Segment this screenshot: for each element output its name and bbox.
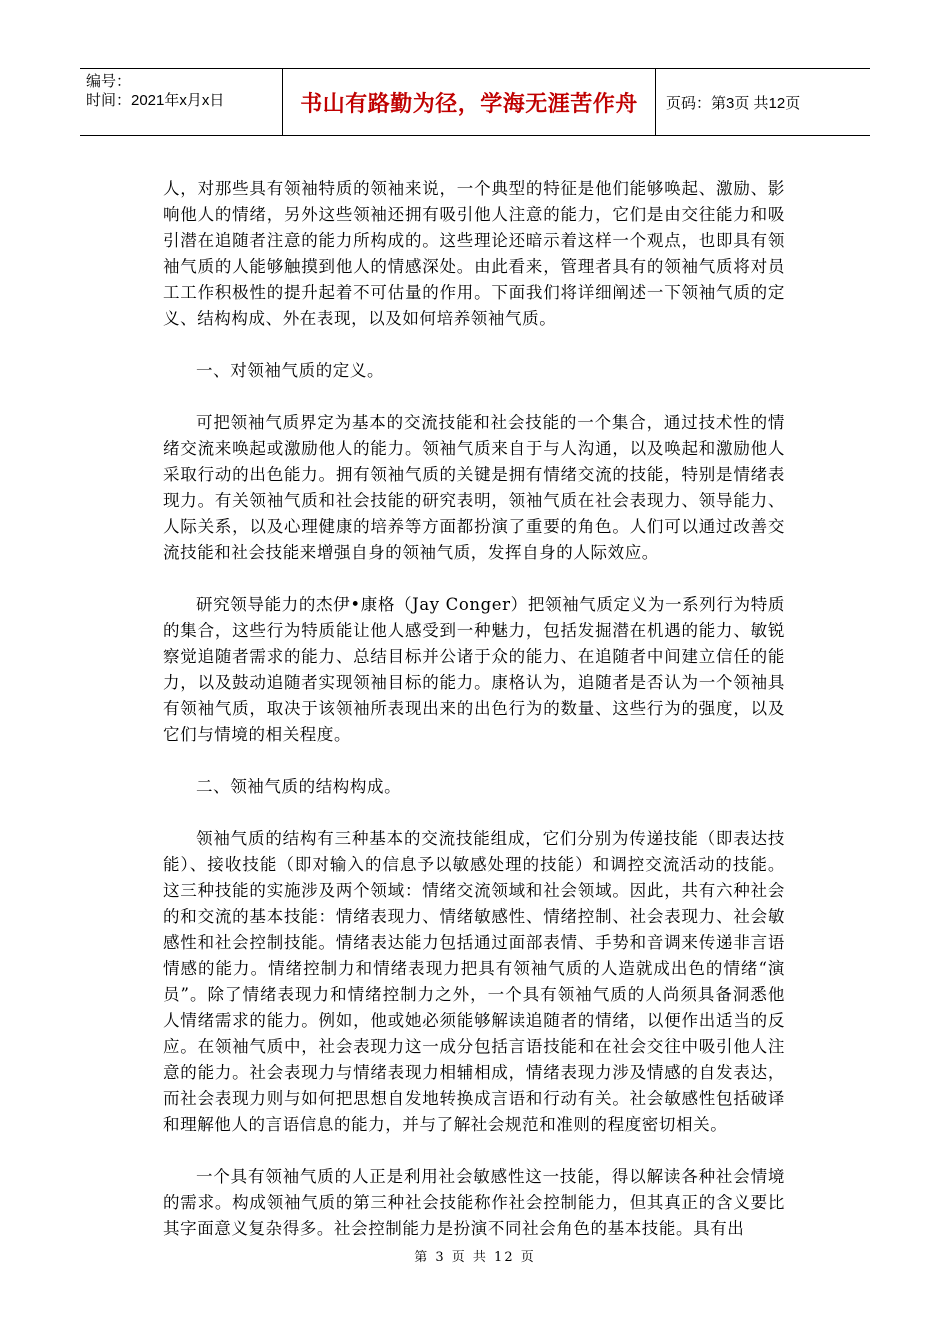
document-header [80,68,870,136]
body-paragraph: 领袖气质的结构有三种基本的交流技能组成，它们分别为传递技能（即表达技能）、接收技能（即对输入的信息予以敏感处理的技能）和调控交流活动的技能。这三种技能的实施涉及两个领域：情绪交流领域和社会领域。因此，共有六种社会的和交流的基本技能：情绪表现力、情绪敏感性、情绪控制、社会表现力、社会敏感性和社会控制技能。情绪表达能力包括通过面部表情、手势和音调来传递非言语情感的能力。情绪控制力和情绪表现力把具有领袖气质的人造就成出色的情绪“演员”。除了情绪表现力和情绪控制力之外，一个具有领袖气质的人尚须具备洞悉他人情绪需求的能力。例如，他或她必须能够解读追随者的情绪，以便作出适当的反应。在领袖气质中，社会表现力这一成分包括言语技能和在社会交往中吸引他人注意的能力。社会表现力与情绪表现力相辅相成，情绪表现力涉及情感的自发表达，而社会表现力则与如何把思想自发地转换成言语和行动有关。社会敏感性包括破译和理解他人的言语信息的能力，并与了解社会规范和准则的程度密切相关。 [163,829,785,1134]
section-heading-structure: 二、领袖气质的结构构成。 [196,777,402,796]
document-number-label: 编号： [86,73,132,90]
body-paragraph: 一个具有领袖气质的人正是利用社会敏感性这一技能，得以解读各种社会情境的需求。构成领袖气质的第三种社会技能称作社会控制能力，但其真正的含义要比其字面意义复杂得多。社会控制能力是扮演不同社会角色的基本技能。具有出 [163,1167,785,1238]
body-paragraph: 人，对那些具有领袖特质的领袖来说，一个典型的特征是他们能够唤起、激励、影响他人的情绪，另外这些领袖还拥有吸引他人注意的能力，它们是由交往能力和吸引潜在追随者注意的能力所构成的。这些理论还暗示着这样一个观点，也即具有领袖气质的人能够触摸到他人的情感深处。由此看来，管理者具有的领袖气质将对员工工作积极性的提升起着不可估量的作用。下面我们将详细阐述一下领袖气质的定义、结构构成、外在表现，以及如何培养领袖气质。 [163,179,785,328]
header-motto-cell [283,69,656,135]
body-paragraph: 可把领袖气质界定为基本的交流技能和社会技能的一个集合，通过技术性的情绪交流来唤起或激励他人的能力。领袖气质来自于与人沟通，以及唤起和激励他人采取行动的出色能力。拥有领袖气质的关键是拥有情绪交流的技能，特别是情绪表现力。有关领袖气质和社会技能的研究表明，领袖气质在社会表现力、领导能力、人际关系，以及心理健康的培养等方面都扮演了重要的角色。人们可以通过改善交流技能和社会技能来增强自身的领袖气质，发挥自身的人际效应。 [163,413,785,562]
header-page-cell [656,69,870,135]
section-heading-definition: 一、对领袖气质的定义。 [196,361,385,380]
header-motto: 书山有路勤为径，学海无涯苦作舟 [300,91,638,117]
header-page-info: 页码：第3页 共12页 [666,94,801,112]
header-meta-cell [80,69,283,135]
document-body [163,176,785,1268]
body-paragraph: 研究领导能力的杰伊•康格（Jay Conger）把领袖气质定义为一系列行为特质的集合，这些行为特质能让他人感受到一种魅力，包括发掘潜在机遇的能力、敏锐察觉追随者需求的能力、总结目标并公诸于众的能力、在追随者中间建立信任的能力，以及鼓动追随者实现领袖目标的能力。康格认为，追随者是否认为一个领袖具有领袖气质，取决于该领袖所表现出来的出色行为的数量、这些行为的强度，以及它们与情境的相关程度。 [163,595,785,744]
page-footer: 第 3 页 共 12 页 [414,1250,536,1265]
document-date-label: 时间：2021年x月x日 [86,92,225,109]
